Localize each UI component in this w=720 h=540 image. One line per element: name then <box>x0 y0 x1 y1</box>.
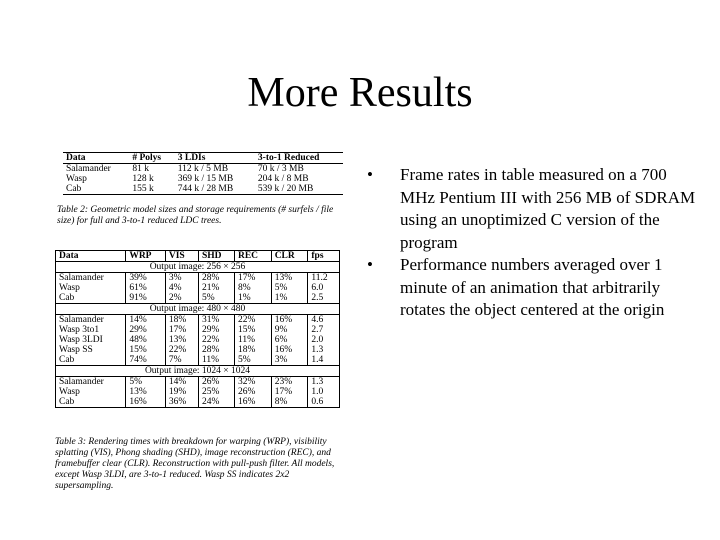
table-cell: 26% <box>234 387 271 397</box>
table-cell: 18% <box>165 315 198 326</box>
table-cell: 2.0 <box>308 335 340 345</box>
table-row <box>63 164 343 175</box>
table-cell: 23% <box>271 377 308 388</box>
table-cell: 19% <box>165 387 198 397</box>
section-label: Output image: 480 × 480 <box>56 304 340 315</box>
table-cell: 14% <box>126 315 166 326</box>
table-cell: 15% <box>234 325 271 335</box>
table-cell: 18% <box>234 345 271 355</box>
table-cell: 369 k / 15 MB <box>177 174 234 184</box>
table-cell: 61% <box>126 283 166 293</box>
table-cell: 0.6 <box>308 397 340 408</box>
table-cell: 2.5 <box>308 293 340 304</box>
table-cell: Salamander <box>56 315 126 326</box>
table-cell: Salamander <box>66 164 111 174</box>
table-row <box>56 387 340 397</box>
table-cell: 744 k / 28 MB <box>175 184 255 195</box>
table-row <box>56 325 340 335</box>
table-row <box>56 355 340 366</box>
table-cell: 16% <box>126 397 166 408</box>
table-cell: Wasp <box>66 174 87 184</box>
table-row <box>63 184 343 195</box>
column-header: fps <box>308 251 340 262</box>
table-cell: Cab <box>63 184 129 195</box>
table-cell: Cab <box>56 355 126 366</box>
table-cell: 28% <box>198 273 234 284</box>
table-cell: 70 k / 3 MB <box>257 164 304 174</box>
table-cell: 15% <box>126 345 166 355</box>
table-cell: 11.2 <box>308 273 340 284</box>
table-cell: 8% <box>271 397 308 408</box>
slide-title: More Results <box>247 70 473 116</box>
table-cell: 112 k / 5 MB <box>177 164 229 174</box>
table-cell: 4.6 <box>308 315 340 326</box>
column-header: Data <box>56 251 126 262</box>
table-cell: 5% <box>126 377 166 388</box>
bullet-item <box>367 164 697 254</box>
table-cell: 3% <box>165 273 198 284</box>
table-row <box>56 283 340 293</box>
table-cell: 9% <box>271 325 308 335</box>
column-header: CLR <box>271 251 308 262</box>
table-header-row <box>63 153 343 164</box>
section-row <box>56 262 340 273</box>
table-cell: 1.4 <box>308 355 340 366</box>
table-cell: 32% <box>234 377 271 388</box>
table-cell: 1.0 <box>308 387 340 397</box>
table-cell: 74% <box>126 355 166 366</box>
table-cell: 1.3 <box>308 377 340 388</box>
table-cell: 26% <box>198 377 234 388</box>
table-cell: 81 k <box>132 164 149 174</box>
table-row <box>56 335 340 345</box>
table-cell: 128 k <box>132 174 154 184</box>
bullet-text: Performance numbers averaged over 1 minute of an animation that arbitrarily rotates the object centered at the origin <box>400 255 665 319</box>
table-cell: 8% <box>234 283 271 293</box>
rendering-times-table <box>55 250 340 408</box>
table-cell: 13% <box>126 387 166 397</box>
table-cell: Wasp SS <box>56 345 126 355</box>
table-cell: 1% <box>234 293 271 304</box>
table-cell: 3% <box>271 355 308 366</box>
table-cell: 21% <box>198 283 234 293</box>
table-cell: 11% <box>198 355 234 366</box>
bullet-list <box>367 164 697 322</box>
table-row <box>56 345 340 355</box>
table-cell: 36% <box>165 397 198 408</box>
table-cell: 2.7 <box>308 325 340 335</box>
table-cell: Salamander <box>56 377 126 388</box>
table-cell: 91% <box>126 293 166 304</box>
table-cell: 16% <box>234 397 271 408</box>
column-header: # Polys <box>129 153 174 164</box>
table-cell: 204 k / 8 MB <box>257 174 309 184</box>
column-header: REC <box>234 251 271 262</box>
table-cell: 4% <box>165 283 198 293</box>
table-cell: 14% <box>165 377 198 388</box>
table-cell: Salamander <box>56 273 126 284</box>
table-cell: Wasp 3LDI <box>56 335 126 345</box>
table-cell: 22% <box>165 345 198 355</box>
table-cell: 25% <box>198 387 234 397</box>
table-cell: 5% <box>198 293 234 304</box>
table-cell: 1.3 <box>308 345 340 355</box>
table-row <box>63 174 343 184</box>
table-cell: 48% <box>126 335 166 345</box>
table-cell: 29% <box>198 325 234 335</box>
column-header: VIS <box>165 251 198 262</box>
table-cell: 5% <box>271 283 308 293</box>
table-cell: 17% <box>234 273 271 284</box>
table-row <box>56 293 340 304</box>
table-cell: Cab <box>56 293 126 304</box>
table-cell: 13% <box>271 273 308 284</box>
bullet-icon: • <box>367 255 373 274</box>
table-cell: Wasp <box>56 283 126 293</box>
bullet-icon: • <box>367 165 373 184</box>
table-caption: Table 2: Geometric model sizes and storage requirements (# surfels / file size) for full and 3-to-1 reduced LDC trees. <box>57 205 334 226</box>
section-row <box>56 366 340 377</box>
table-body <box>56 262 340 408</box>
table-row <box>56 273 340 284</box>
bullet-item <box>367 254 697 322</box>
table-cell: 11% <box>234 335 271 345</box>
table-cell: 22% <box>198 335 234 345</box>
table-cell: Wasp <box>56 387 126 397</box>
table-cell: 13% <box>165 335 198 345</box>
section-label: Output image: 256 × 256 <box>56 262 340 273</box>
table-cell: 39% <box>126 273 166 284</box>
table-cell: 2% <box>165 293 198 304</box>
table-cell: 22% <box>234 315 271 326</box>
table-cell: 155 k <box>129 184 174 195</box>
table-cell: 1% <box>271 293 308 304</box>
table-cell: 31% <box>198 315 234 326</box>
table-row <box>56 397 340 408</box>
section-row <box>56 304 340 315</box>
table-cell: 6% <box>271 335 308 345</box>
column-header: WRP <box>126 251 166 262</box>
table-cell: 17% <box>165 325 198 335</box>
column-header: 3-to-1 Reduced <box>255 153 343 164</box>
table-caption: Table 3: Rendering times with breakdown for warping (WRP), visibility splatting (VIS), Phong shading (SHD), image reconstruction (REC), and framebuffer clear (CLR). Reconstruction with pull-push filter. All models, except Wasp 3LDI, are 3-to-1 reduced. Wasp SS indicates 2x2 supersampling. <box>55 437 335 491</box>
table-cell: 17% <box>271 387 308 397</box>
table-cell: 16% <box>271 345 308 355</box>
table-cell: Wasp 3to1 <box>56 325 126 335</box>
table-cell: 24% <box>198 397 234 408</box>
table-cell: 7% <box>165 355 198 366</box>
table-header-row <box>56 251 340 262</box>
table-cell: 29% <box>126 325 166 335</box>
table-cell: 5% <box>234 355 271 366</box>
table-cell: Cab <box>56 397 126 408</box>
column-header: Data <box>63 153 129 164</box>
model-size-table <box>63 152 343 195</box>
column-header: 3 LDIs <box>175 153 255 164</box>
table-body <box>63 164 343 195</box>
table-row <box>56 315 340 326</box>
column-header: SHD <box>198 251 234 262</box>
table-cell: 539 k / 20 MB <box>255 184 343 195</box>
table-cell: 16% <box>271 315 308 326</box>
table-row <box>56 377 340 388</box>
table-cell: 6.0 <box>308 283 340 293</box>
table-cell: 28% <box>198 345 234 355</box>
bullet-text: Frame rates in table measured on a 700 MHz Pentium III with 256 MB of SDRAM using an unoptimized C version of the program <box>400 165 696 252</box>
section-label: Output image: 1024 × 1024 <box>56 366 340 377</box>
